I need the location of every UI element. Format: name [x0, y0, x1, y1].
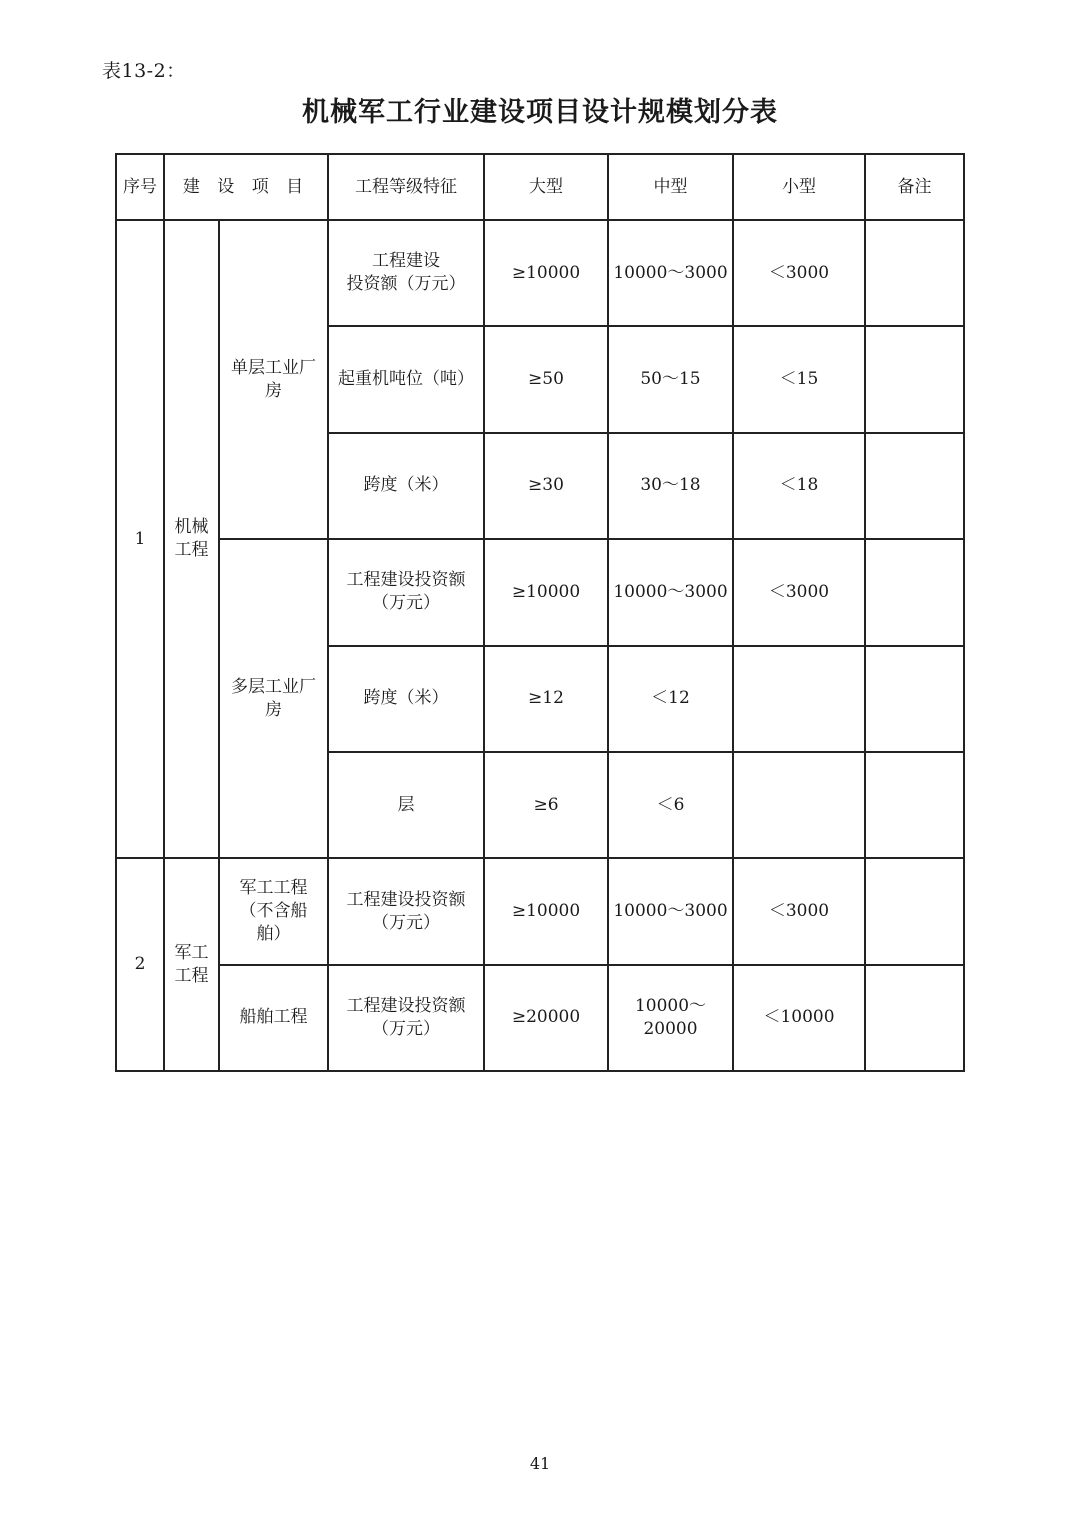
- category-cell: 机械 工程: [164, 220, 219, 858]
- remark-cell: [865, 220, 964, 326]
- subproject-cell: 多层工业厂 房: [219, 539, 328, 858]
- subproject-cell: 军工工程 （不含船 舶）: [219, 858, 328, 964]
- table-row: [116, 539, 964, 645]
- scale-classification-table: [115, 153, 965, 1072]
- table-row: [116, 965, 964, 1071]
- large-cell: ≥10000: [484, 858, 608, 964]
- header-medium: 中型: [608, 154, 733, 220]
- large-cell: ≥10000: [484, 220, 608, 326]
- remark-cell: [865, 646, 964, 752]
- medium-cell: ＜6: [608, 752, 733, 858]
- header-seq: 序号: [116, 154, 164, 220]
- small-cell: ＜3000: [733, 539, 865, 645]
- medium-cell: 50～15: [608, 326, 733, 432]
- medium-cell: 10000～3000: [608, 220, 733, 326]
- feature-cell: 工程建设 投资额（万元）: [328, 220, 484, 326]
- header-small: 小型: [733, 154, 865, 220]
- subproject-cell: 单层工业厂 房: [219, 220, 328, 539]
- small-cell: ＜10000: [733, 965, 865, 1071]
- large-cell: ≥6: [484, 752, 608, 858]
- feature-cell: 层: [328, 752, 484, 858]
- remark-cell: [865, 965, 964, 1071]
- remark-cell: [865, 326, 964, 432]
- feature-cell: 工程建设投资额 （万元）: [328, 858, 484, 964]
- header-feature: 工程等级特征: [328, 154, 484, 220]
- medium-cell: 10000～3000: [608, 539, 733, 645]
- page-number: 41: [529, 1454, 551, 1473]
- header-project: 建 设 项 目: [164, 154, 328, 220]
- small-cell: ＜3000: [733, 220, 865, 326]
- medium-cell: 10000～3000: [608, 858, 733, 964]
- page-title: 机械军工行业建设项目设计规模划分表: [302, 97, 778, 128]
- feature-cell: 工程建设投资额 （万元）: [328, 965, 484, 1071]
- seq-cell: 2: [116, 858, 164, 1071]
- table-caption: 表13-2：: [102, 60, 186, 82]
- remark-cell: [865, 858, 964, 964]
- header-remark: 备注: [865, 154, 964, 220]
- feature-cell: 跨度（米）: [328, 433, 484, 539]
- feature-cell: 跨度（米）: [328, 646, 484, 752]
- large-cell: ≥30: [484, 433, 608, 539]
- header-row: [116, 154, 964, 220]
- subproject-cell: 船舶工程: [219, 965, 328, 1071]
- small-cell: ＜15: [733, 326, 865, 432]
- large-cell: ≥10000: [484, 539, 608, 645]
- feature-cell: 工程建设投资额 （万元）: [328, 539, 484, 645]
- seq-cell: 1: [116, 220, 164, 858]
- table-row: [116, 858, 964, 964]
- table-row: [116, 220, 964, 326]
- remark-cell: [865, 433, 964, 539]
- category-cell: 军工 工程: [164, 858, 219, 1071]
- medium-cell: 30～18: [608, 433, 733, 539]
- large-cell: ≥20000: [484, 965, 608, 1071]
- small-cell: ＜3000: [733, 858, 865, 964]
- large-cell: ≥50: [484, 326, 608, 432]
- large-cell: ≥12: [484, 646, 608, 752]
- remark-cell: [865, 539, 964, 645]
- medium-cell: ＜12: [608, 646, 733, 752]
- medium-cell: 10000～20000: [608, 965, 733, 1071]
- remark-cell: [865, 752, 964, 858]
- small-cell: [733, 646, 865, 752]
- small-cell: [733, 752, 865, 858]
- header-large: 大型: [484, 154, 608, 220]
- small-cell: ＜18: [733, 433, 865, 539]
- feature-cell: 起重机吨位（吨）: [328, 326, 484, 432]
